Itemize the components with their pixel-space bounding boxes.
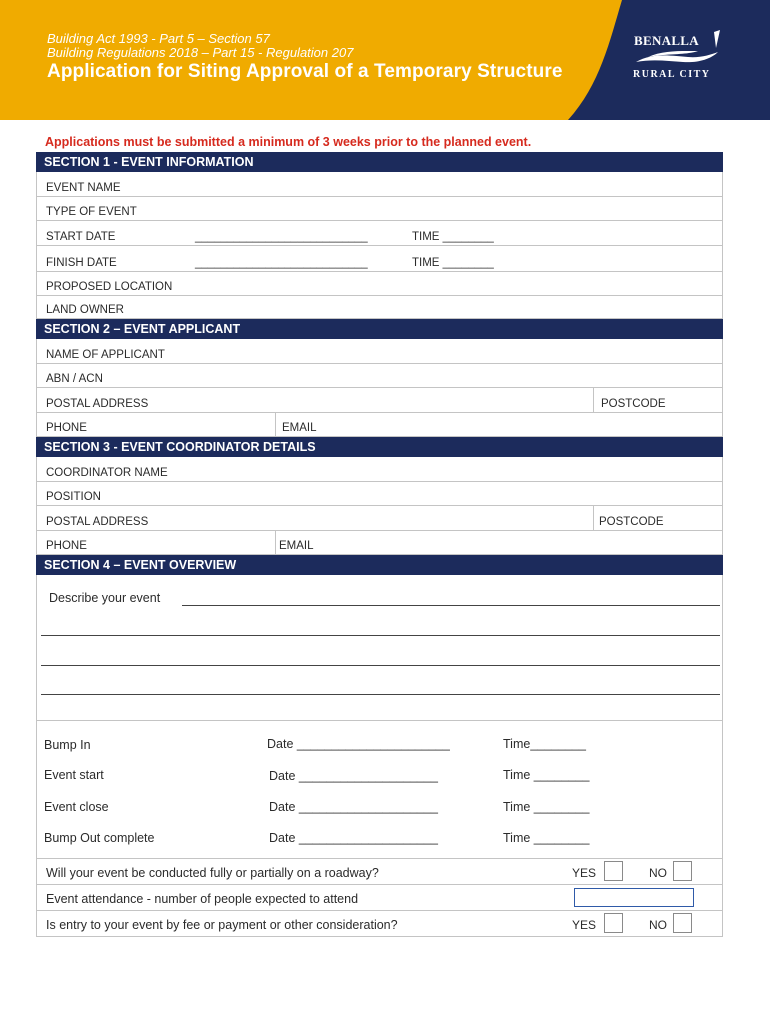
description-line: [41, 665, 720, 666]
coordinator-postal-address-label: POSTAL ADDRESS: [46, 516, 149, 528]
fee-no-label: NO: [649, 918, 667, 932]
event-start-date-field[interactable]: Date ____________________: [269, 769, 438, 783]
land-owner-field[interactable]: [36, 296, 723, 319]
start-date-field[interactable]: ___________________________: [195, 231, 368, 243]
land-owner-label: LAND OWNER: [46, 304, 124, 316]
proposed-location-field[interactable]: [36, 272, 723, 296]
start-date-row: [36, 221, 723, 246]
applicant-name-field[interactable]: [36, 339, 723, 364]
bump-in-date-field[interactable]: Date ______________________: [267, 737, 450, 751]
bump-out-date-field[interactable]: Date ____________________: [269, 831, 438, 845]
abn-acn-field[interactable]: [36, 364, 723, 388]
roadway-yes-label: YES: [572, 866, 597, 880]
event-schedule: [36, 721, 723, 859]
applicant-postal-address-label: POSTAL ADDRESS: [46, 398, 149, 410]
applicant-email-label: EMAIL: [282, 422, 317, 434]
event-close-label: Event close: [44, 800, 109, 814]
describe-event-label: Describe your event: [49, 591, 161, 605]
event-name-field[interactable]: [36, 172, 723, 197]
coordinator-postal-address-row[interactable]: [36, 506, 723, 531]
description-line: [182, 605, 720, 606]
attendance-input[interactable]: [574, 888, 694, 907]
description-line: [41, 694, 720, 695]
finish-date-row: [36, 246, 723, 272]
roadway-question: Will your event be conducted fully or partially on a roadway?: [46, 866, 379, 880]
coordinator-name-field[interactable]: [36, 457, 723, 482]
section1-heading: SECTION 1 - EVENT INFORMATION: [36, 152, 723, 172]
event-description-field[interactable]: [36, 575, 723, 721]
applicant-phone-label: PHONE: [46, 422, 87, 434]
roadway-yes-checkbox[interactable]: [604, 861, 623, 881]
bump-in-time-field[interactable]: Time________: [503, 737, 586, 751]
roadway-no-checkbox[interactable]: [673, 861, 692, 881]
proposed-location-label: PROPOSED LOCATION: [46, 281, 173, 293]
applicant-postal-address-row[interactable]: [36, 388, 723, 413]
benalla-logo: [628, 26, 728, 86]
coordinator-position-field[interactable]: [36, 482, 723, 506]
coordinator-contact-row[interactable]: [36, 531, 723, 555]
bump-out-label: Bump Out complete: [44, 831, 155, 845]
fee-no-checkbox[interactable]: [673, 913, 692, 933]
section3-heading: SECTION 3 - EVENT COORDINATOR DETAILS: [36, 437, 723, 457]
type-of-event-label: TYPE OF EVENT: [46, 206, 137, 218]
finish-time-field[interactable]: TIME ________: [412, 257, 494, 269]
applicant-postcode-label: POSTCODE: [601, 398, 666, 410]
fee-question: Is entry to your event by fee or payment or other consideration?: [46, 918, 398, 932]
event-name-label: EVENT NAME: [46, 182, 121, 194]
fee-question-row: [36, 911, 723, 937]
fee-yes-checkbox[interactable]: [604, 913, 623, 933]
page-title: Application for Siting Approval of a Temporary Structure: [47, 61, 563, 82]
event-start-label: Event start: [44, 768, 104, 782]
coordinator-postcode-label: POSTCODE: [599, 516, 664, 528]
applicant-contact-row[interactable]: [36, 413, 723, 437]
start-time-field[interactable]: TIME ________: [412, 231, 494, 243]
finish-date-field[interactable]: ___________________________: [195, 257, 368, 269]
roadway-no-label: NO: [649, 866, 667, 880]
finish-date-label: FINISH DATE: [46, 257, 117, 269]
attendance-question-row: [36, 885, 723, 911]
page-header: [0, 0, 770, 120]
phone-email-divider: [275, 413, 276, 436]
section4-heading: SECTION 4 – EVENT OVERVIEW: [36, 555, 723, 575]
fee-yes-label: YES: [572, 918, 597, 932]
roadway-question-row: [36, 859, 723, 885]
description-line: [41, 635, 720, 636]
submission-notice: Applications must be submitted a minimum of 3 weeks prior to the planned event.: [45, 135, 532, 149]
postcode-divider: [593, 388, 594, 412]
coordinator-name-label: COORDINATOR NAME: [46, 467, 168, 479]
applicant-name-label: NAME OF APPLICANT: [46, 349, 165, 361]
bump-out-time-field[interactable]: Time ________: [503, 831, 590, 845]
coordinator-phone-label: PHONE: [46, 540, 87, 552]
regulation-reference: Building Regulations 2018 – Part 15 - Regulation 207: [47, 45, 354, 60]
start-date-label: START DATE: [46, 231, 116, 243]
postcode-divider: [593, 506, 594, 530]
coordinator-email-label: EMAIL: [279, 540, 314, 552]
event-close-time-field[interactable]: Time ________: [503, 800, 590, 814]
logo-wordmark-bottom: RURAL CITY: [633, 69, 711, 80]
act-reference: Building Act 1993 - Part 5 – Section 57: [47, 31, 270, 46]
event-close-date-field[interactable]: Date ____________________: [269, 800, 438, 814]
logo-wordmark-top: BENALLA: [634, 33, 699, 48]
event-start-time-field[interactable]: Time ________: [503, 768, 590, 782]
section2-heading: SECTION 2 – EVENT APPLICANT: [36, 319, 723, 339]
phone-email-divider: [275, 531, 276, 554]
coordinator-position-label: POSITION: [46, 491, 101, 503]
attendance-question: Event attendance - number of people expected to attend: [46, 892, 359, 906]
application-form: [36, 152, 723, 937]
abn-acn-label: ABN / ACN: [46, 373, 103, 385]
type-of-event-field[interactable]: [36, 197, 723, 221]
bump-in-label: Bump In: [44, 738, 91, 752]
